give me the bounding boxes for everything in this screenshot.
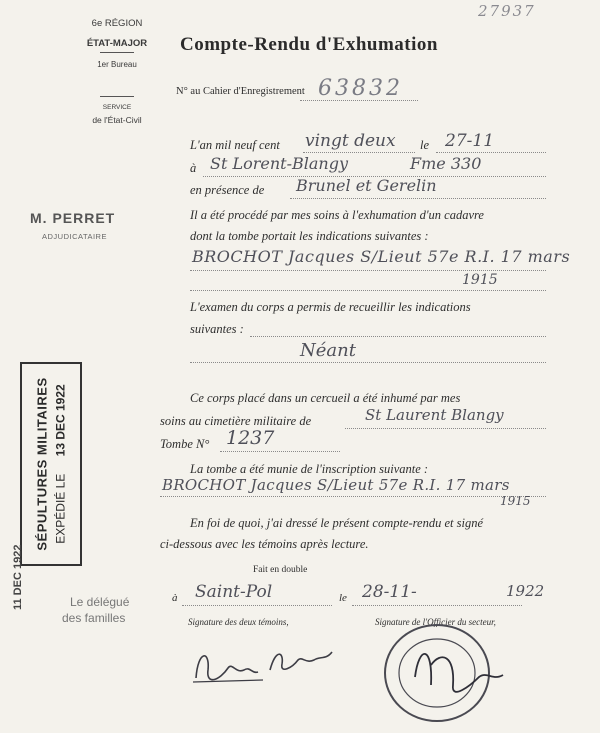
place-prefix: à — [190, 161, 197, 175]
presence-label: en présence de — [190, 183, 265, 197]
sepultures-date: 13 DEC 1922 — [53, 384, 68, 457]
tomb-inscription-line-1: BROCHOT Jacques S/Lieut 57e R.I. 17 mars — [192, 247, 571, 266]
inscription-value-line-2: 1915 — [500, 494, 531, 508]
intro-line-1: Il a été procédé par mes soins à l'exhumation d'un cadavre — [190, 208, 484, 222]
date-le-label: le — [420, 138, 430, 152]
register-label: N° au Cahier d'Enregistrement — [176, 86, 305, 97]
year-value: vingt deux — [305, 131, 396, 151]
signing-le-label: le — [339, 592, 347, 604]
intro-line-2: dont la tombe portait les indications suivantes : — [190, 229, 429, 243]
burial-line-1: Ce corps placé dans un cercueil a été inhumé par mes — [190, 391, 461, 405]
duplicate-note: Fait en double — [253, 565, 308, 575]
closing-line-1: En foi de quoi, j'ai dressé le présent compte-rendu et signé — [190, 516, 484, 530]
exam-line-2: suivantes : — [190, 322, 244, 336]
perret-stamp-name: M. PERRET — [30, 210, 116, 226]
officer-seal — [375, 615, 520, 725]
burial-place: St Laurent Blangy — [365, 406, 504, 424]
date-value: 27-11 — [445, 131, 495, 151]
sepultures-expedie: EXPÉDIÉ LE — [53, 473, 68, 544]
inscription-label: La tombe a été munie de l'inscription suivante : — [190, 462, 429, 476]
year-prefix: L'an mil neuf cent — [190, 138, 280, 152]
witness-signature-label: Signature des deux témoins, — [188, 617, 289, 627]
document-title: Compte-Rendu d'Exhumation — [180, 34, 438, 55]
officer-signature-label: Signature de l'Officier du secteur, — [375, 617, 496, 627]
presence-value: Brunel et Gerelin — [296, 176, 437, 195]
tomb-inscription-line-2: 1915 — [462, 272, 498, 288]
header-service-name: de l'État-Civil — [92, 115, 142, 125]
reference-number: 27937 — [478, 2, 536, 20]
exam-line-1: L'examen du corps a permis de recueillir les indications — [190, 300, 471, 314]
header-divider — [100, 96, 134, 97]
exam-value: Néant — [300, 340, 356, 361]
witness-signatures — [188, 630, 338, 690]
tomb-number-label: Tombe N° — [160, 437, 210, 451]
header-region: 6e RÉGION — [91, 18, 143, 29]
register-number: 63832 — [318, 76, 403, 101]
place-extra: Fme 330 — [410, 154, 482, 173]
closing-line-2: ci-dessous avec les témoins après lecture. — [160, 537, 369, 551]
signing-at-label: à — [172, 592, 178, 604]
delegue-line-2: des familles — [62, 611, 126, 625]
header-service-label: SERVICE — [102, 104, 132, 111]
sepultures-title: SÉPULTURES MILITAIRES — [34, 377, 50, 551]
inscription-value-line-1: BROCHOT Jacques S/Lieut 57e R.I. 17 mars — [162, 476, 510, 494]
place-value: St Lorent-Blangy — [210, 154, 348, 173]
header-bureau: 1er Bureau — [97, 60, 137, 69]
side-date-stamp: 11 DEC 1922 — [12, 544, 24, 610]
signing-year: 1922 — [506, 582, 545, 600]
perret-stamp-role: ADJUDICATAIRE — [42, 232, 107, 241]
header-staff: ÉTAT-MAJOR — [86, 38, 148, 49]
signing-date: 28-11- — [362, 582, 417, 602]
burial-line-2: soins au cimetière militaire de — [160, 414, 312, 428]
sepultures-militaires-stamp — [20, 362, 82, 566]
header-divider — [100, 52, 134, 53]
tomb-number-value: 1237 — [226, 427, 275, 449]
signing-place: Saint-Pol — [195, 582, 273, 602]
delegue-line-1: Le délégué — [70, 595, 130, 609]
